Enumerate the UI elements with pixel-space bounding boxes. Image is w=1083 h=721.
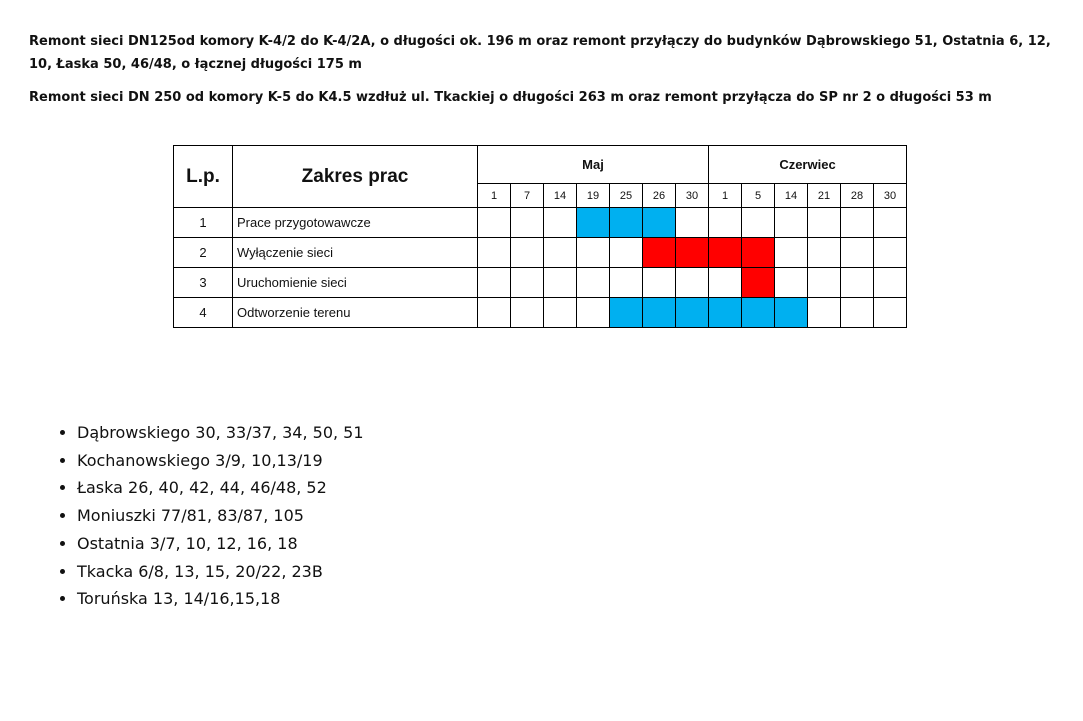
- task-row: [174, 238, 907, 268]
- gantt-empty-cell: [511, 208, 544, 238]
- gantt-empty-cell: [874, 238, 907, 268]
- gantt-empty-cell: [511, 298, 544, 328]
- gantt-empty-cell: [841, 298, 874, 328]
- gantt-empty-cell: [874, 268, 907, 298]
- task-number: 4: [174, 298, 233, 328]
- gantt-empty-cell: [808, 208, 841, 238]
- gantt-empty-cell: [577, 268, 610, 298]
- gantt-empty-cell: [544, 208, 577, 238]
- day-header: 25: [610, 184, 643, 208]
- day-header: 26: [643, 184, 676, 208]
- col-scope-header: Zakres prac: [233, 146, 478, 208]
- day-header: 5: [742, 184, 775, 208]
- gantt-empty-cell: [874, 208, 907, 238]
- task-row: [174, 298, 907, 328]
- gantt-bar-cell-red: [709, 238, 742, 268]
- gantt-empty-cell: [742, 208, 775, 238]
- gantt-bar-cell-blue: [610, 208, 643, 238]
- address-list: [48, 419, 364, 613]
- gantt-empty-cell: [841, 268, 874, 298]
- heading-1: Remont sieci DN125od komory K-4/2 do K-4/2A, o długości ok. 196 m oraz remont przyłączy do budynków Dąbrowskiego 51, Ostatnia 6, 12, 10, Łaska 50, 46/48, o łącznej długości 175 m: [29, 34, 1051, 72]
- day-header: 1: [709, 184, 742, 208]
- gantt-bar-cell-blue: [742, 298, 775, 328]
- gantt-empty-cell: [577, 238, 610, 268]
- day-header: 21: [808, 184, 841, 208]
- gantt-empty-cell: [709, 268, 742, 298]
- gantt-bar-cell-blue: [577, 208, 610, 238]
- day-header: 7: [511, 184, 544, 208]
- gantt-empty-cell: [544, 268, 577, 298]
- gantt-empty-cell: [874, 298, 907, 328]
- gantt-empty-cell: [775, 208, 808, 238]
- gantt-empty-cell: [478, 298, 511, 328]
- gantt-bar-cell-red: [742, 238, 775, 268]
- gantt-bar-cell-blue: [709, 298, 742, 328]
- gantt-empty-cell: [478, 268, 511, 298]
- gantt-bar-cell-blue: [643, 298, 676, 328]
- header-row-months: [174, 146, 907, 184]
- task-row: [174, 208, 907, 238]
- gantt-empty-cell: [544, 298, 577, 328]
- gantt-empty-cell: [577, 298, 610, 328]
- gantt-empty-cell: [511, 238, 544, 268]
- day-header: 14: [544, 184, 577, 208]
- task-name: Prace przygotowawcze: [233, 208, 478, 238]
- task-number: 1: [174, 208, 233, 238]
- gantt-bar-cell-red: [643, 238, 676, 268]
- gantt-empty-cell: [643, 268, 676, 298]
- gantt-empty-cell: [841, 208, 874, 238]
- task-row: [174, 268, 907, 298]
- gantt-empty-cell: [610, 268, 643, 298]
- gantt-empty-cell: [610, 238, 643, 268]
- gantt-bar-cell-red: [676, 238, 709, 268]
- address-item: • Dąbrowskiego 30, 33/37, 34, 50, 51: [77, 419, 364, 447]
- address-item: • Ostatnia 3/7, 10, 12, 16, 18: [77, 530, 364, 558]
- gantt-bar-cell-red: [742, 268, 775, 298]
- day-header: 1: [478, 184, 511, 208]
- gantt-bar-cell-blue: [610, 298, 643, 328]
- address-item: • Tkacka 6/8, 13, 15, 20/22, 23B: [77, 558, 364, 586]
- day-header: 19: [577, 184, 610, 208]
- gantt-empty-cell: [775, 238, 808, 268]
- gantt-empty-cell: [676, 268, 709, 298]
- gantt-empty-cell: [544, 238, 577, 268]
- gantt-empty-cell: [775, 268, 808, 298]
- gantt-empty-cell: [808, 268, 841, 298]
- month-june-header: Czerwiec: [709, 146, 907, 184]
- task-number: 3: [174, 268, 233, 298]
- gantt-empty-cell: [478, 238, 511, 268]
- address-item: • Łaska 26, 40, 42, 44, 46/48, 52: [77, 474, 364, 502]
- gantt-bar-cell-blue: [775, 298, 808, 328]
- address-item: • Moniuszki 77/81, 83/87, 105: [77, 502, 364, 530]
- day-header: 30: [676, 184, 709, 208]
- gantt-empty-cell: [676, 208, 709, 238]
- task-name: Odtworzenie terenu: [233, 298, 478, 328]
- gantt-empty-cell: [709, 208, 742, 238]
- address-item: • Kochanowskiego 3/9, 10,13/19: [77, 447, 364, 475]
- day-header: 28: [841, 184, 874, 208]
- gantt-empty-cell: [511, 268, 544, 298]
- month-may-header: Maj: [478, 146, 709, 184]
- day-header: 30: [874, 184, 907, 208]
- address-item: • Toruńska 13, 14/16,15,18: [77, 585, 364, 613]
- gantt-empty-cell: [808, 238, 841, 268]
- heading-2: Remont sieci DN 250 od komory K-5 do K4.5 wzdłuż ul. Tkackiej o długości 263 m oraz remont przyłącza do SP nr 2 o długości 53 m: [29, 90, 992, 105]
- day-header: 14: [775, 184, 808, 208]
- task-name: Uruchomienie sieci: [233, 268, 478, 298]
- gantt-bar-cell-blue: [643, 208, 676, 238]
- gantt-bar-cell-blue: [676, 298, 709, 328]
- gantt-empty-cell: [478, 208, 511, 238]
- task-number: 2: [174, 238, 233, 268]
- gantt-empty-cell: [841, 238, 874, 268]
- col-lp-header: L.p.: [174, 146, 233, 208]
- gantt-empty-cell: [808, 298, 841, 328]
- schedule-table: [173, 145, 907, 328]
- task-name: Wyłączenie sieci: [233, 238, 478, 268]
